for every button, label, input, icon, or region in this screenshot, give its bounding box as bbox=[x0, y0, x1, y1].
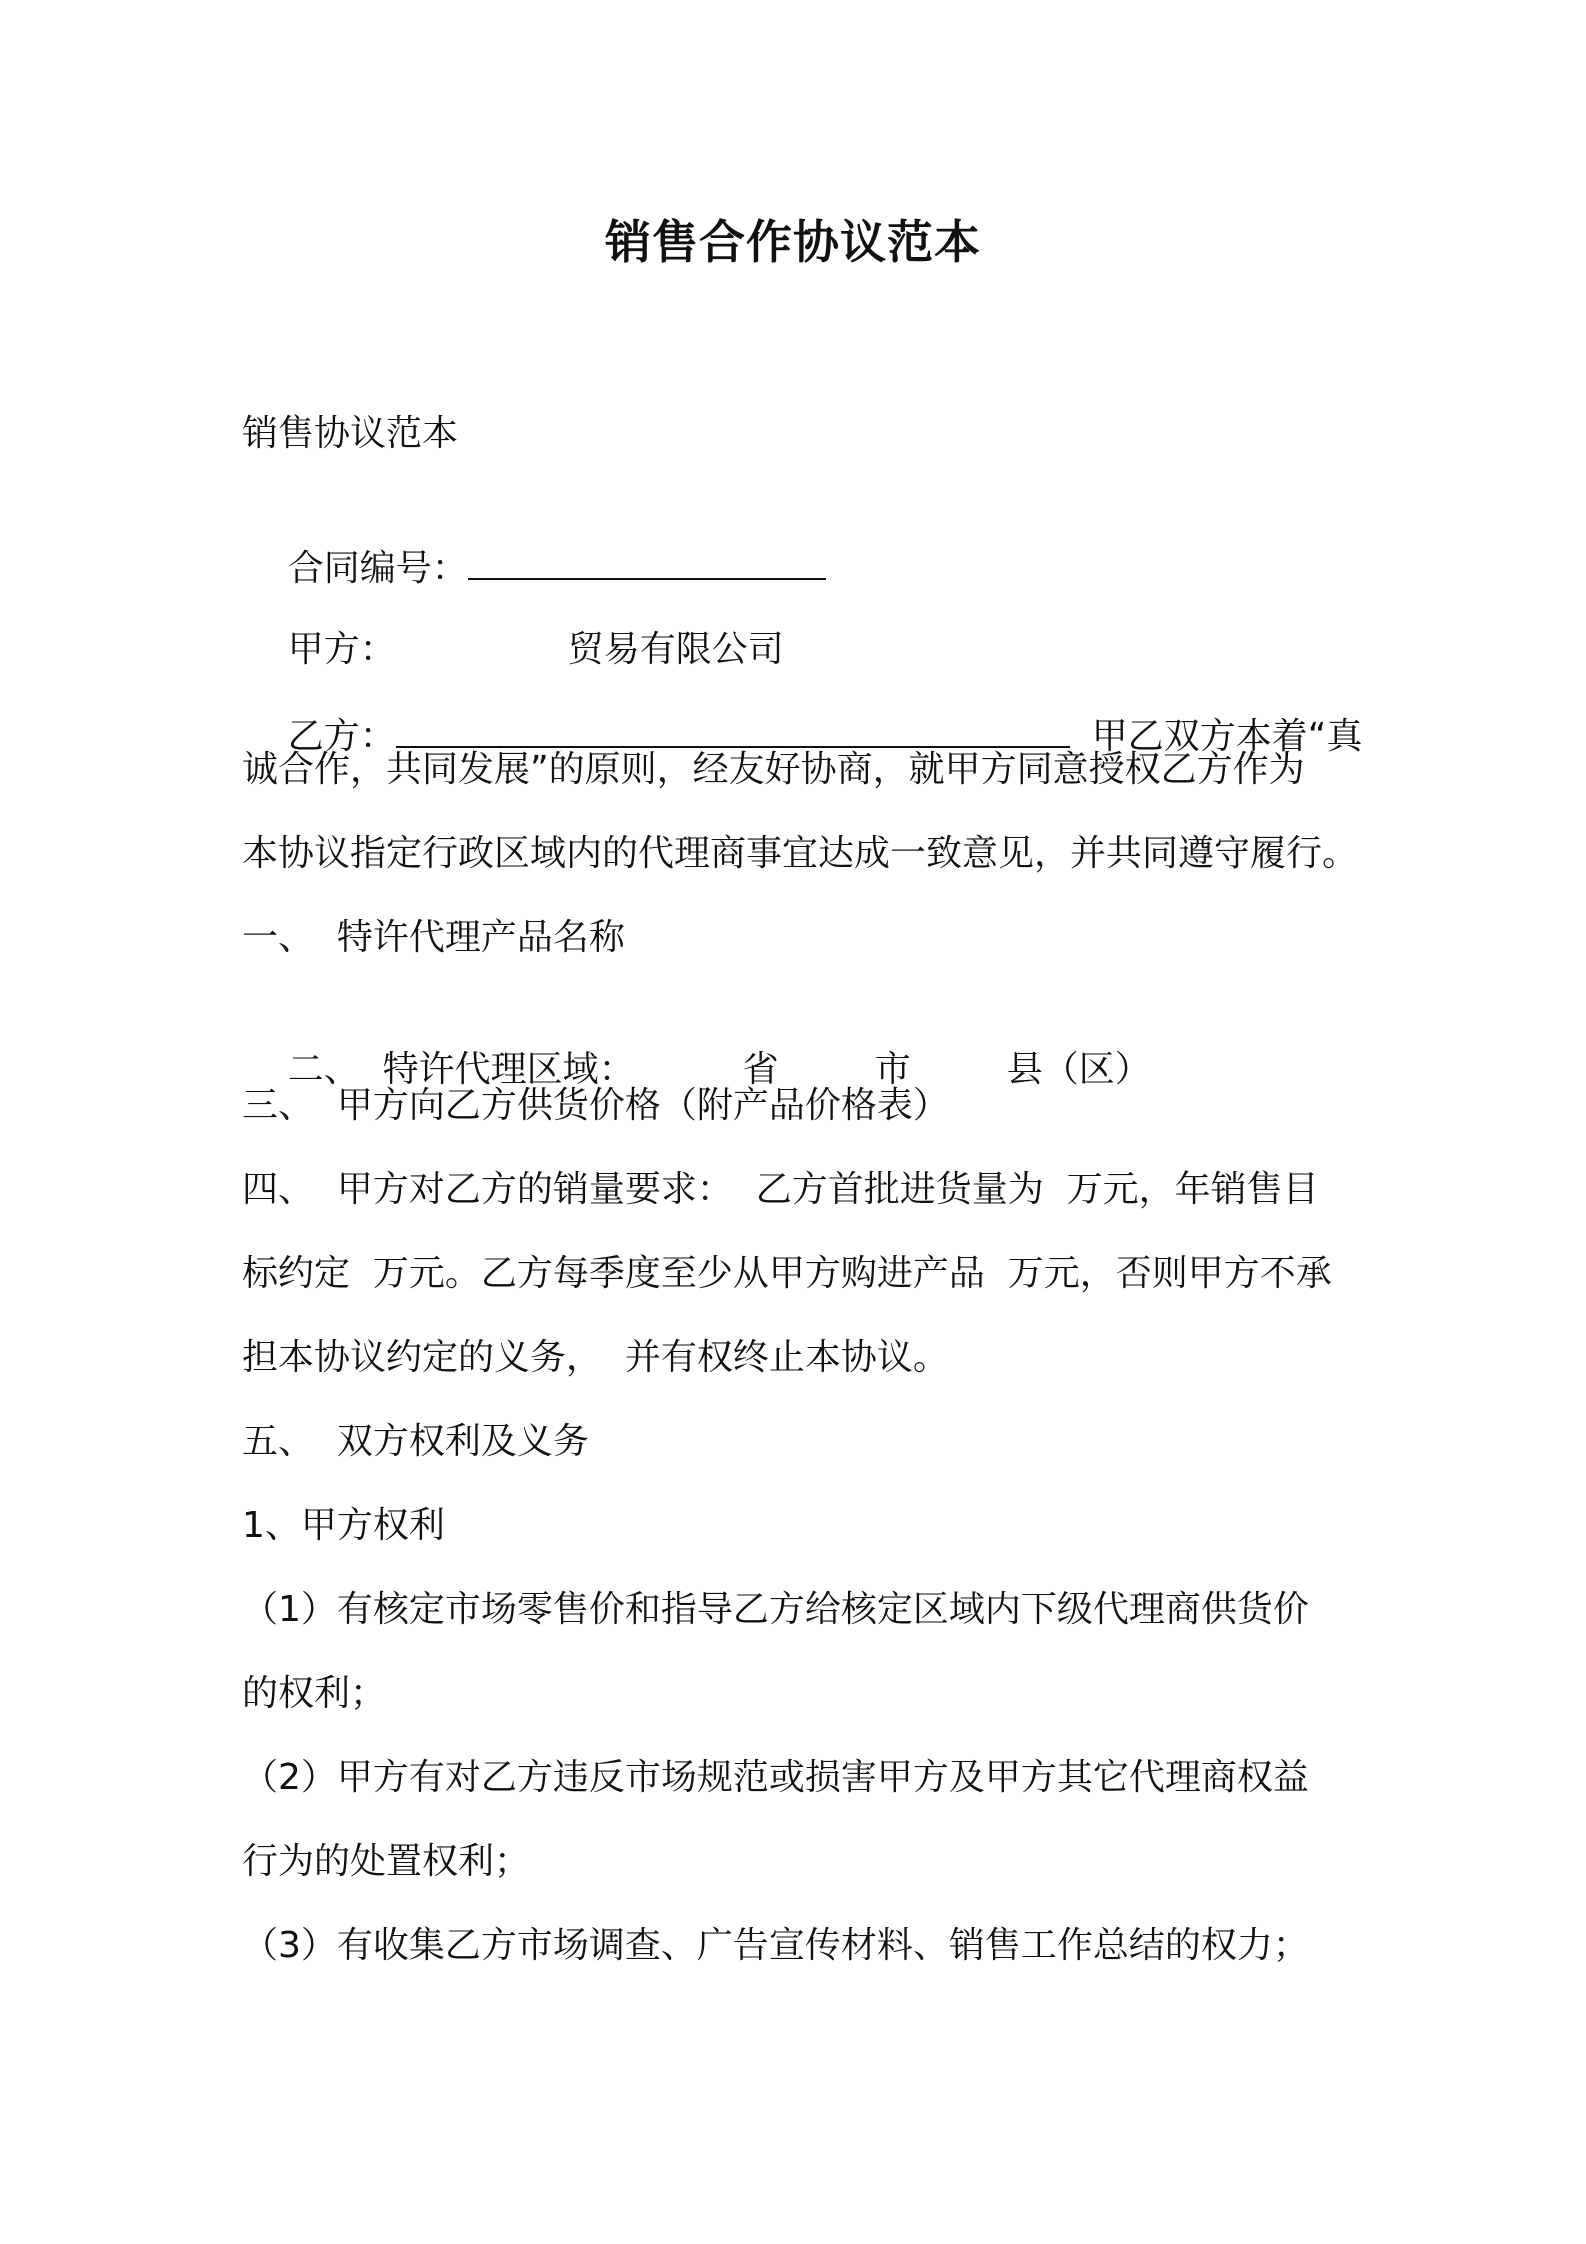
section-1-heading: 一、 特许代理产品名称 bbox=[242, 917, 625, 958]
subtitle: 销售协议范本 bbox=[242, 413, 459, 454]
item-2-line-1: （2）甲方有对乙方违反市场规范或损害甲方及甲方其它代理商权益 bbox=[242, 1757, 1309, 1798]
section-2-county: 县（区） bbox=[1006, 1049, 1151, 1090]
contract-number-label: 合同编号： bbox=[287, 548, 468, 589]
item-2-line-2: 行为的处置权利； bbox=[242, 1841, 531, 1882]
document-title: 销售合作协议范本 bbox=[605, 215, 981, 269]
subsection-1-heading: 1、甲方权利 bbox=[242, 1505, 445, 1546]
intro-line1-tail: 甲乙双方本着“真 bbox=[1091, 716, 1363, 757]
section-2-province: 省 bbox=[742, 1049, 779, 1090]
party-b-blank bbox=[396, 710, 1070, 748]
item-3-line-1: （3）有收集乙方市场调查、广告宣传材料、销售工作总结的权力； bbox=[242, 1925, 1309, 1966]
party-a-label: 甲方： bbox=[287, 629, 396, 670]
contract-number-blank bbox=[468, 542, 826, 580]
section-4-line-3: 担本协议约定的义务， 并有权终止本协议。 bbox=[242, 1337, 949, 1378]
item-1-line-2: 的权利； bbox=[242, 1673, 387, 1714]
intro-line-2: 诚合作，共同发展”的原则，经友好协商，就甲方同意授权乙方作为 bbox=[242, 749, 1305, 790]
section-2-city: 市 bbox=[874, 1049, 911, 1090]
section-5-heading: 五、 双方权利及义务 bbox=[242, 1421, 589, 1462]
party-b-label: 乙方： bbox=[287, 716, 396, 757]
item-1-line-1: （1）有核定市场零售价和指导乙方给核定区域内下级代理商供货价 bbox=[242, 1589, 1309, 1630]
intro-line-3: 本协议指定行政区域内的代理商事宜达成一致意见，并共同遵守履行。 bbox=[242, 833, 1359, 874]
section-4-line-1: 四、 甲方对乙方的销量要求： 乙方首批进货量为 万元，年销售目 bbox=[242, 1169, 1319, 1210]
section-3-heading: 三、 甲方向乙方供货价格（附产品价格表） bbox=[242, 1085, 949, 1126]
section-2-label: 二、 特许代理区域： bbox=[287, 1049, 635, 1090]
party-a-name: 贸易有限公司 bbox=[567, 629, 784, 670]
section-4-line-2: 标约定 万元。乙方每季度至少从甲方购进产品 万元，否则甲方不承 bbox=[242, 1253, 1332, 1294]
